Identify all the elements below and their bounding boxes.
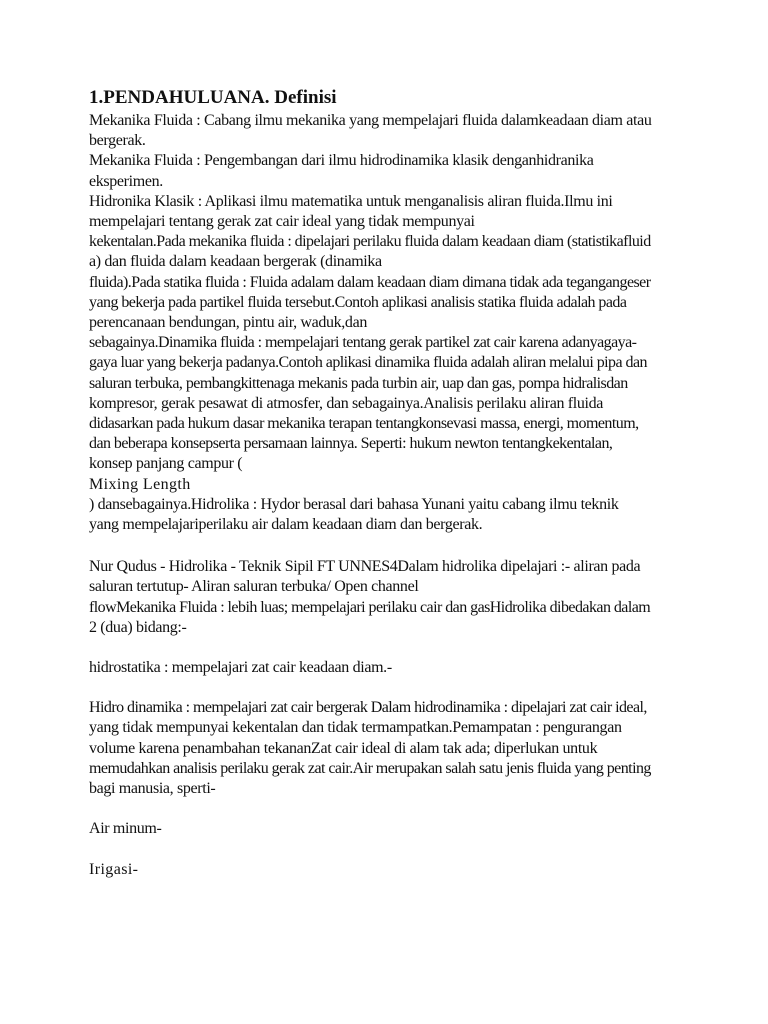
- text-line: volume karena penambahan tekananZat cair ideal di alam tak ada; diperlukan untuk: [89, 739, 598, 757]
- text-line: hidrostatika : mempelajari zat cair keadaan diam.-: [89, 659, 392, 677]
- text-line: yang bekerja pada partikel fluida tersebut.Contoh aplikasi analisis statika fluida adalah pada: [89, 293, 627, 311]
- text-line: Air minum-: [89, 820, 162, 838]
- text-line: Nur Qudus - Hidrolika - Teknik Sipil FT UNNES4Dalam hidrolika dipelajari :- aliran pada: [89, 558, 641, 576]
- text-line: Mekanika Fluida : Pengembangan dari ilmu hidrodinamika klasik denganhidranika: [89, 152, 594, 170]
- irigasi-item: [89, 860, 689, 880]
- spacer: [89, 638, 689, 658]
- text-line: dan beberapa konsepserta persamaan lainnya. Seperti: hukum newton tentangkekentalan,: [89, 435, 613, 453]
- air-minum-item: [89, 819, 689, 839]
- spacer: [89, 678, 689, 698]
- text-line: saluran terbuka, pembangkittenaga mekanis pada turbin air, uap dan gas, pompa hidralisdan: [89, 374, 628, 392]
- text-line: yang mempelajariperilaku air dalam keadaan diam dan bergerak.: [89, 516, 483, 534]
- text-line: a) dan fluida dalam keadaan bergerak (dinamika: [89, 253, 382, 271]
- text-line: Irigasi-: [89, 860, 139, 878]
- text-line: Hidro dinamika : mempelajari zat cair bergerak Dalam hidrodinamika : dipelajari zat cair ideal,: [89, 699, 647, 717]
- hidrolika-paragraph: [89, 557, 689, 638]
- text-line: konsep panjang campur (: [89, 455, 243, 473]
- text-line: kekentalan.Pada mekanika fluida : dipelajari perilaku fluida dalam keadaan diam (statistikafluid: [89, 233, 651, 251]
- text-line: 2 (dua) bidang:-: [89, 618, 187, 636]
- text-line: saluran tertutup- Aliran saluran terbuka/ Open channel: [89, 578, 419, 596]
- text-line: mempelajari tentang gerak zat cair ideal yang tidak mempunyai: [89, 213, 475, 231]
- hidrostatika-paragraph: [89, 658, 689, 678]
- text-line: bergerak.: [89, 132, 146, 150]
- section-heading: 1.PENDAHULUANA. Definisi: [89, 87, 337, 108]
- text-line: sebagainya.Dinamika fluida : mempelajari tentang gerak partikel zat cair karena adanyagaya-: [89, 334, 637, 352]
- text-line: fluida).Pada statika fluida : Fluida adalam dalam keadaan diam dimana tidak ada tegangangeser: [89, 273, 651, 291]
- text-line: yang tidak mempunyai kekentalan dan tidak termampatkan.Pemampatan : pengurangan: [89, 719, 622, 737]
- intro-paragraph: [89, 111, 689, 535]
- spacer: [89, 535, 689, 557]
- text-line: bagi manusia, sperti-: [89, 780, 216, 798]
- text-line: perencanaan bendungan, pintu air, waduk,dan: [89, 314, 367, 332]
- text-line: Hidronika Klasik : Aplikasi ilmu matematika untuk menganalisis aliran fluida.Ilmu ini: [89, 192, 613, 210]
- spacer: [89, 840, 689, 860]
- spacer: [89, 799, 689, 819]
- text-line: didasarkan pada hukum dasar mekanika terapan tentangkonsevasi massa, energi, momentum,: [89, 415, 639, 433]
- text-line: kompresor, gerak pesawat di atmosfer, dan sebagainya.Analisis perilaku aliran fluida: [89, 394, 604, 412]
- document-page: [89, 86, 689, 880]
- mixing-length-term: Mixing Length: [89, 475, 191, 493]
- text-line: memudahkan analisis perilaku gerak zat cair.Air merupakan salah satu jenis fluida yang penting: [89, 759, 651, 777]
- text-line: gaya luar yang bekerja padanya.Contoh aplikasi dinamika fluida adalah aliran melalui pipa dan: [89, 354, 647, 372]
- text-line: ) dansebagainya.Hidrolika : Hydor berasal dari bahasa Yunani yaitu cabang ilmu teknik: [89, 495, 619, 513]
- hidrodinamika-paragraph: [89, 698, 689, 799]
- text-line: Mekanika Fluida : Cabang ilmu mekanika yang mempelajari fluida dalamkeadaan diam atau: [89, 112, 652, 129]
- text-line: eksperimen.: [89, 172, 163, 190]
- text-line: flowMekanika Fluida : lebih luas; mempelajari perilaku cair dan gasHidrolika dibedakan dalam: [89, 598, 651, 616]
